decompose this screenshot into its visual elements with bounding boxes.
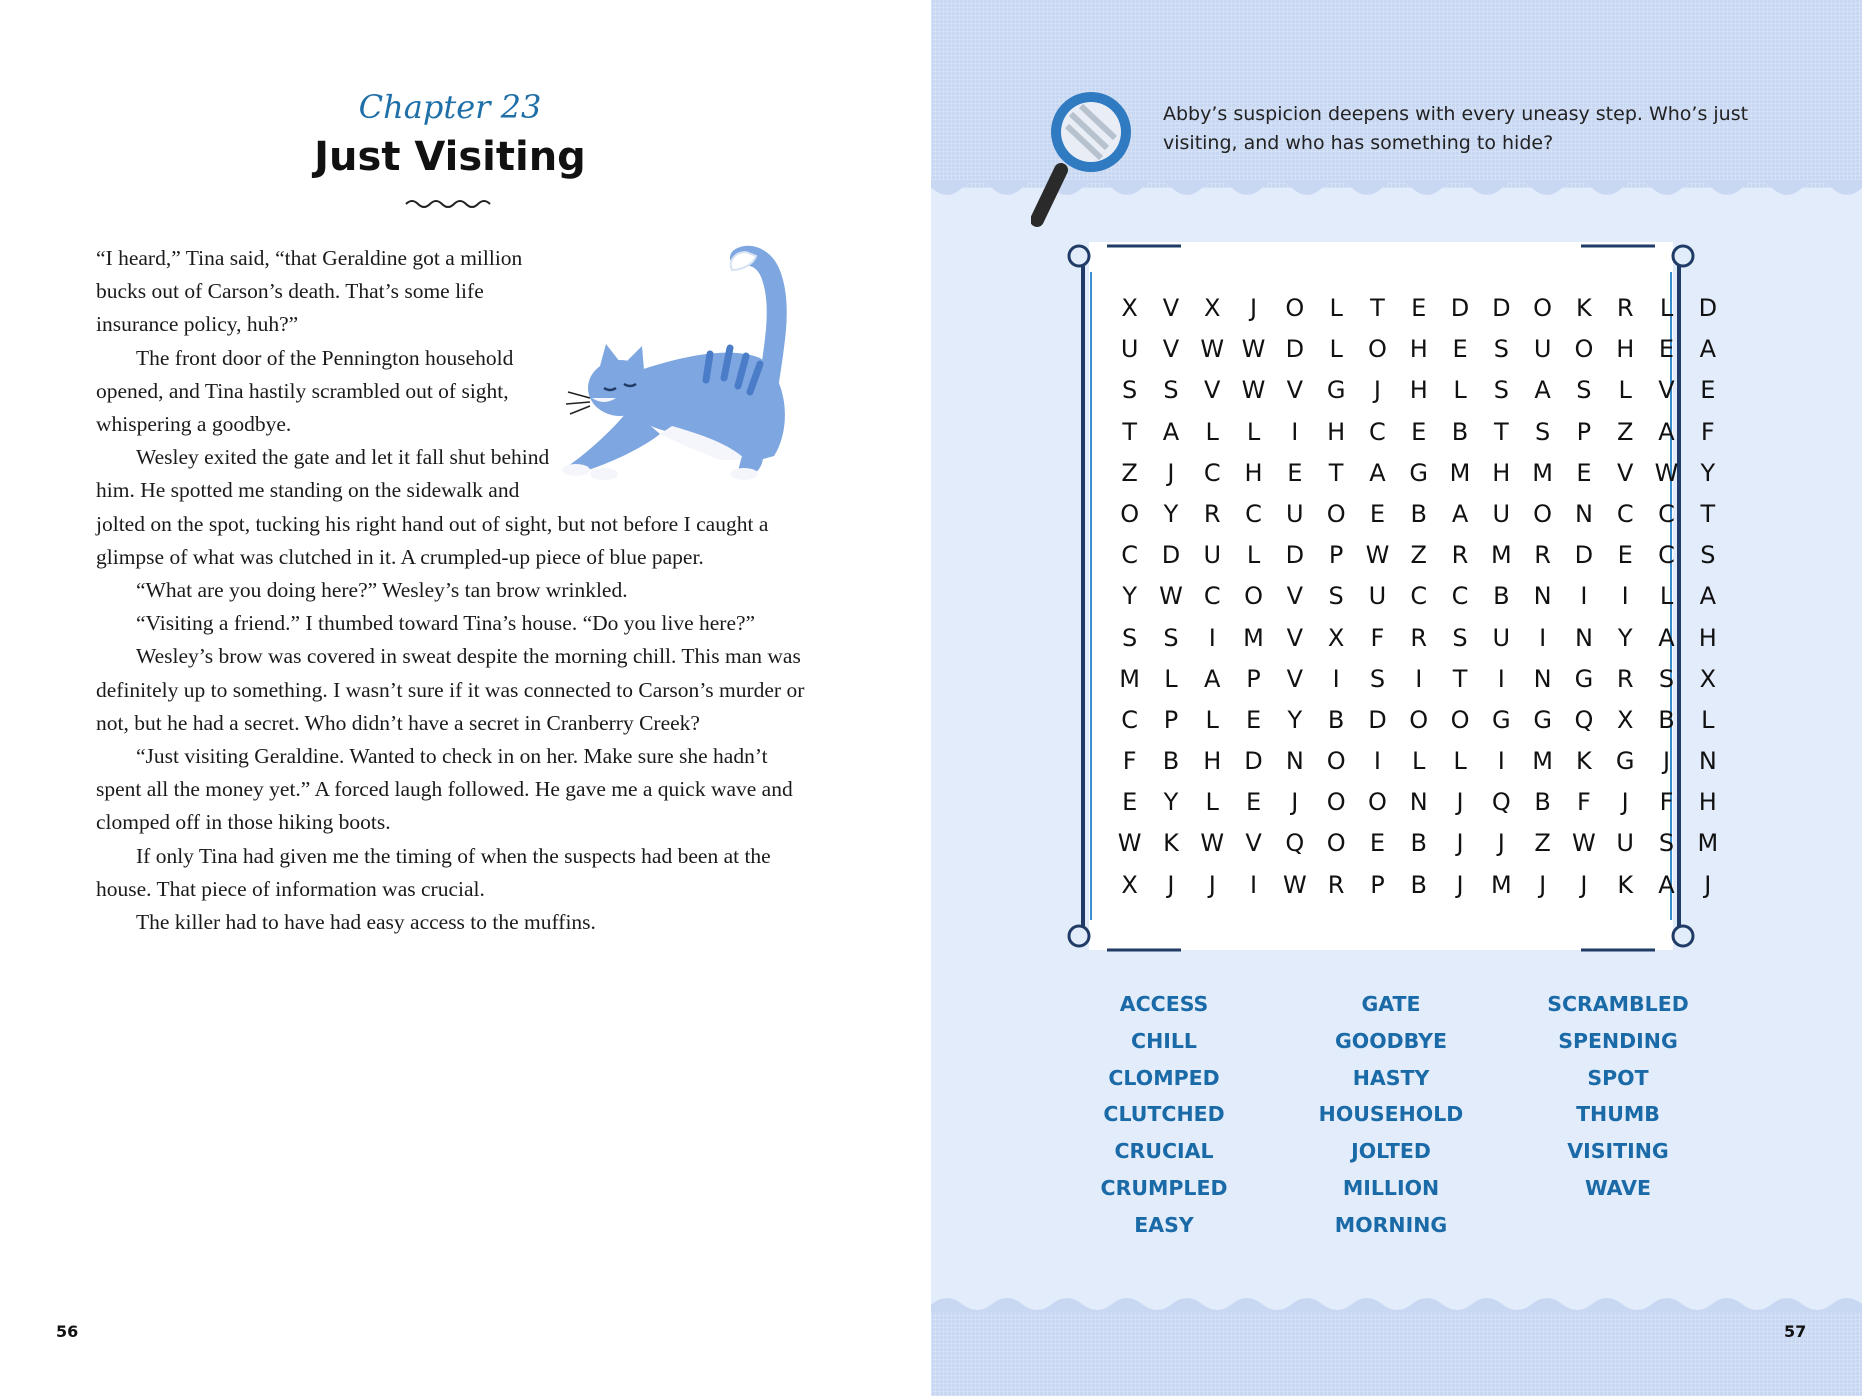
grid-letter: I xyxy=(1415,664,1423,693)
grid-letter: A xyxy=(1204,664,1221,693)
grid-letter: J xyxy=(1704,870,1712,899)
grid-letter: Q xyxy=(1574,705,1594,734)
grid-letter: K xyxy=(1163,829,1179,858)
grid-letter: V xyxy=(1286,623,1304,652)
grid-letter: L xyxy=(1246,417,1261,446)
word-column xyxy=(1051,986,1277,1244)
grid-letter: T xyxy=(1700,499,1716,528)
grid-letter: F xyxy=(1700,417,1715,446)
grid-letter: O xyxy=(1409,705,1429,734)
grid-letter: C xyxy=(1203,458,1221,487)
grid-letter: B xyxy=(1327,705,1345,734)
grid-letter: O xyxy=(1533,294,1553,322)
grid-letter: L xyxy=(1659,294,1674,322)
grid-letter: R xyxy=(1534,541,1551,570)
grid-letter: P xyxy=(1328,541,1344,570)
grid-letter: W xyxy=(1365,541,1390,570)
word-list-item: SPOT xyxy=(1587,1065,1649,1090)
grid-letter: H xyxy=(1203,747,1222,776)
grid-letter: M xyxy=(1490,870,1512,899)
grid-letter: Q xyxy=(1285,829,1305,858)
grid-letter: D xyxy=(1161,541,1181,570)
grid-letter: B xyxy=(1410,870,1427,899)
grid-letter: E xyxy=(1576,458,1592,487)
grid-letter: J xyxy=(1167,870,1175,899)
grid-letter: M xyxy=(1119,664,1140,693)
grid-letter: L xyxy=(1618,376,1632,405)
grid-letter: K xyxy=(1576,294,1592,322)
grid-letter: S xyxy=(1163,623,1179,652)
grid-letter: V xyxy=(1617,458,1634,487)
grid-letter: V xyxy=(1204,376,1221,405)
grid-letter: J xyxy=(1373,376,1381,405)
grid-letter: Y xyxy=(1122,582,1137,611)
grid-letter: S xyxy=(1452,623,1468,652)
grid-letter: E xyxy=(1411,294,1427,322)
page-number-left: 56 xyxy=(56,1322,79,1341)
grid-letter: W xyxy=(1117,829,1142,858)
grid-letter: S xyxy=(1658,664,1675,693)
grid-letter: J xyxy=(1456,788,1464,817)
grid-letter: M xyxy=(1532,458,1553,487)
grid-letter: B xyxy=(1162,747,1180,776)
grid-letter: J xyxy=(1662,747,1671,776)
grid-letter: L xyxy=(1329,294,1343,322)
grid-letter: X xyxy=(1121,294,1138,322)
grid-letter: Z xyxy=(1534,829,1551,858)
grid-letter: N xyxy=(1574,623,1593,652)
grid-letter: S xyxy=(1163,376,1179,405)
grid-letter: C xyxy=(1658,499,1675,528)
grid-letter: V xyxy=(1162,335,1180,364)
grid-letter: X xyxy=(1327,623,1345,652)
page-number-right: 57 xyxy=(1784,1322,1807,1341)
bottom-band xyxy=(931,1310,1862,1396)
grid-letter: L xyxy=(1205,788,1219,817)
grid-letter: Y xyxy=(1700,458,1716,487)
grid-letter: L xyxy=(1164,664,1178,693)
grid-letter: R xyxy=(1203,499,1221,528)
grid-letter: E xyxy=(1122,788,1138,817)
grid-letter: O xyxy=(1244,582,1263,611)
grid-letter: F xyxy=(1370,623,1385,652)
grid-letter: D xyxy=(1285,335,1305,364)
grid-letter: U xyxy=(1203,541,1222,570)
word-list-item: HOUSEHOLD xyxy=(1318,1102,1464,1127)
right-page xyxy=(931,0,1862,1396)
grid-letter: E xyxy=(1617,541,1633,570)
grid-letter: N xyxy=(1409,788,1428,817)
grid-letter: W xyxy=(1572,829,1596,858)
grid-letter: Q xyxy=(1491,788,1511,817)
grid-letter: Y xyxy=(1163,499,1179,528)
grid-letter: S xyxy=(1122,623,1138,652)
grid-letter: E xyxy=(1658,335,1675,364)
grid-letter: M xyxy=(1490,541,1512,570)
grid-letter: C xyxy=(1451,582,1469,611)
grid-letter: I xyxy=(1291,417,1299,446)
grid-letter: H xyxy=(1698,623,1717,652)
grid-letter: O xyxy=(1326,829,1346,858)
grid-letter: A xyxy=(1699,335,1717,364)
story-text xyxy=(96,242,806,939)
grid-letter: S xyxy=(1700,541,1716,570)
grid-letter: P xyxy=(1576,417,1592,446)
grid-letter: E xyxy=(1411,417,1427,446)
grid-letter: T xyxy=(1122,417,1137,446)
grid-letter: V xyxy=(1286,664,1304,693)
magnifying-glass-icon xyxy=(1031,84,1141,234)
grid-letter: H xyxy=(1616,335,1635,364)
grid-letter: W xyxy=(1200,829,1225,858)
word-list-item: CLUTCHED xyxy=(1103,1102,1225,1127)
grid-letter: K xyxy=(1617,870,1634,899)
grid-letter: V xyxy=(1286,582,1304,611)
grid-letter: U xyxy=(1492,623,1511,652)
grid-letter: O xyxy=(1326,499,1346,528)
grid-letter: Z xyxy=(1410,541,1427,570)
grid-letter: R xyxy=(1451,541,1469,570)
grid-letter: Z xyxy=(1616,417,1634,446)
grid-letter: M xyxy=(1532,747,1553,776)
grid-letter: U xyxy=(1533,335,1552,364)
grid-letter: V xyxy=(1658,376,1675,405)
grid-letter: L xyxy=(1246,541,1261,570)
grid-letter: R xyxy=(1410,623,1428,652)
grid-letter: A xyxy=(1451,499,1469,528)
word-column xyxy=(1505,986,1731,1244)
grid-letter: J xyxy=(1167,458,1175,487)
grid-letter: R xyxy=(1616,294,1634,322)
grid-letter: U xyxy=(1286,499,1304,528)
grid-letter: O xyxy=(1285,294,1305,322)
squiggle-divider-icon xyxy=(404,196,496,212)
grid-letter: G xyxy=(1492,705,1511,734)
grid-letter: J xyxy=(1539,870,1547,899)
grid-letter: B xyxy=(1451,417,1469,446)
grid-letter: R xyxy=(1327,870,1345,899)
chapter-title: Just Visiting xyxy=(314,134,586,180)
word-list-item: CRUCIAL xyxy=(1114,1139,1214,1164)
grid-letter: U xyxy=(1616,829,1634,858)
word-list-item: SPENDING xyxy=(1558,1028,1678,1053)
story-paragraph: Wesley exited the gate and let it fall shut behind him. He spotted me standing on the sidewalk and jolted on the spot, tucking his right hand out of sight, but not before I caught a glimpse of what was clutched in it. A crumpled-up piece of blue paper. xyxy=(96,445,769,569)
grid-letter: M xyxy=(1697,829,1719,858)
grid-letter: D xyxy=(1574,541,1594,570)
grid-letter: S xyxy=(1535,417,1551,446)
grid-letter: K xyxy=(1576,747,1592,776)
story-paragraph: The killer had to have had easy access to the muffins. xyxy=(136,910,596,935)
grid-letter: O xyxy=(1533,499,1553,528)
grid-letter: B xyxy=(1534,788,1551,817)
grid-letter: X xyxy=(1616,705,1634,734)
word-list-item: SCRAMBLED xyxy=(1547,992,1689,1016)
grid-letter: W xyxy=(1159,582,1183,611)
grid-letter: O xyxy=(1367,788,1387,817)
grid-letter: E xyxy=(1369,829,1386,858)
grid-letter: N xyxy=(1533,664,1552,693)
grid-letter: I xyxy=(1208,623,1216,652)
grid-letter: W xyxy=(1654,458,1679,487)
word-list-item: GATE xyxy=(1361,992,1421,1016)
grid-letter: L xyxy=(1205,705,1219,734)
grid-letter: H xyxy=(1327,417,1346,446)
grid-letter: D xyxy=(1368,705,1387,734)
grid-letter: V xyxy=(1162,294,1180,322)
grid-letter: J xyxy=(1208,870,1216,899)
grid-letter: A xyxy=(1162,417,1180,446)
grid-letter: L xyxy=(1659,582,1674,611)
word-list-item: WAVE xyxy=(1584,1175,1651,1200)
grid-letter: G xyxy=(1326,376,1346,405)
grid-letter: J xyxy=(1456,829,1464,858)
grid-letter: E xyxy=(1287,458,1303,487)
grid-letter: T xyxy=(1328,458,1344,487)
grid-letter: V xyxy=(1245,829,1262,858)
grid-letter: T xyxy=(1370,294,1385,322)
grid-letter: B xyxy=(1658,705,1675,734)
grid-letter: H xyxy=(1244,458,1263,487)
word-list-item: HASTY xyxy=(1352,1065,1430,1090)
grid-letter: D xyxy=(1492,294,1511,322)
grid-letter: J xyxy=(1580,870,1588,899)
grid-letter: L xyxy=(1205,417,1219,446)
grid-letter: E xyxy=(1245,705,1262,734)
grid-letter: I xyxy=(1580,582,1588,611)
grid-letter: C xyxy=(1121,705,1139,734)
grid-letter: S xyxy=(1369,664,1386,693)
word-list-item: MORNING xyxy=(1334,1212,1448,1237)
grid-letter: S xyxy=(1493,376,1509,405)
grid-letter: C xyxy=(1369,417,1386,446)
word-list-item: JOLTED xyxy=(1351,1139,1431,1164)
grid-letter: P xyxy=(1163,705,1179,734)
grid-letter: I xyxy=(1497,747,1505,776)
grid-letter: C xyxy=(1203,582,1221,611)
grid-letter: S xyxy=(1576,376,1592,405)
grid-letter: I xyxy=(1332,664,1340,693)
bottom-wave-edge xyxy=(931,1292,1862,1312)
grid-letter: I xyxy=(1373,747,1381,776)
grid-letter: A xyxy=(1658,623,1675,652)
grid-letter: J xyxy=(1497,829,1505,858)
grid-letter: L xyxy=(1453,376,1467,405)
word-list-item: CRUMPLED xyxy=(1100,1175,1228,1200)
word-list-item: THUMB xyxy=(1576,1102,1660,1127)
grid-letter: V xyxy=(1286,376,1304,405)
grid-letter: G xyxy=(1409,458,1429,487)
grid-letter: A xyxy=(1699,582,1717,611)
grid-letter: X xyxy=(1121,870,1138,899)
grid-letter: H xyxy=(1409,335,1428,364)
grid-letter: X xyxy=(1204,294,1221,322)
grid-letter: J xyxy=(1456,870,1464,899)
grid-letter: O xyxy=(1450,705,1470,734)
grid-letter: E xyxy=(1245,788,1262,817)
grid-letter: N xyxy=(1574,499,1593,528)
grid-letter: F xyxy=(1659,788,1674,817)
grid-letter: H xyxy=(1492,458,1511,487)
grid-letter: E xyxy=(1369,499,1386,528)
grid-letter: I xyxy=(1621,582,1629,611)
word-list-item: CLOMPED xyxy=(1108,1065,1220,1090)
word-list-item: CHILL xyxy=(1131,1028,1197,1053)
grid-letter: M xyxy=(1243,623,1264,652)
chapter-label: Chapter 23 xyxy=(358,88,542,126)
story-paragraph: Wesley’s brow was covered in sweat despite the morning chill. This man was definitely up to something. I wasn’t sure if it was connected to Carson’s murder or not, but he had a secret. Who didn’t have a secret in Cranberry Creek? xyxy=(96,644,805,735)
grid-letter: O xyxy=(1326,788,1346,817)
grid-letter: A xyxy=(1369,458,1386,487)
grid-letter: D xyxy=(1698,294,1718,322)
grid-letter: S xyxy=(1658,829,1675,858)
grid-letter: G xyxy=(1574,664,1594,693)
grid-letter: B xyxy=(1493,582,1510,611)
grid-letter: D xyxy=(1285,541,1305,570)
grid-letter: I xyxy=(1250,870,1258,899)
grid-letter: U xyxy=(1368,582,1387,611)
grid-letter: C xyxy=(1410,582,1428,611)
word-search-grid xyxy=(1109,292,1719,910)
word-list-item: MILLION xyxy=(1342,1175,1440,1200)
grid-letter: C xyxy=(1121,541,1139,570)
grid-letter: E xyxy=(1700,376,1716,405)
grid-letter: I xyxy=(1539,623,1547,652)
word-list xyxy=(1051,986,1731,1244)
word-list-item: EASY xyxy=(1134,1212,1194,1237)
grid-letter: A xyxy=(1658,417,1675,446)
grid-letter: N xyxy=(1533,582,1552,611)
grid-letter: C xyxy=(1658,541,1675,570)
grid-letter: U xyxy=(1492,499,1511,528)
grid-letter: A xyxy=(1534,376,1551,405)
grid-letter: C xyxy=(1245,499,1262,528)
grid-letter: S xyxy=(1122,376,1138,405)
grid-letter: B xyxy=(1410,499,1427,528)
grid-letter: Y xyxy=(1617,623,1633,652)
word-column xyxy=(1277,986,1505,1244)
grid-letter: H xyxy=(1409,376,1428,405)
grid-letter: J xyxy=(1291,788,1299,817)
grid-letter: D xyxy=(1450,294,1470,322)
grid-letter: W xyxy=(1241,335,1266,364)
grid-letter: R xyxy=(1616,664,1634,693)
grid-letter: Y xyxy=(1287,705,1303,734)
grid-letter: Y xyxy=(1163,788,1179,817)
grid-letter: J xyxy=(1621,788,1629,817)
grid-letter: L xyxy=(1453,747,1467,776)
grid-letter: A xyxy=(1658,870,1675,899)
grid-letter: P xyxy=(1246,664,1261,693)
grid-letter: F xyxy=(1122,747,1137,776)
grid-letter: U xyxy=(1120,335,1139,364)
puzzle-intro: Abby’s suspicion deepens with every uneasy step. Who’s just visiting, and who has something to hide? xyxy=(1163,103,1749,154)
grid-letter: N xyxy=(1698,747,1717,776)
grid-letter: B xyxy=(1410,829,1427,858)
story-paragraph: If only Tina had given me the timing of when the suspects had been at the house. That piece of information was crucial. xyxy=(96,843,771,901)
grid-letter: F xyxy=(1577,788,1591,817)
grid-letter: O xyxy=(1326,747,1346,776)
grid-letter: X xyxy=(1699,664,1717,693)
word-list-item: GOODBYE xyxy=(1334,1028,1448,1053)
grid-letter: Z xyxy=(1121,458,1138,487)
grid-letter: M xyxy=(1449,458,1471,487)
grid-letter: L xyxy=(1329,335,1343,364)
grid-letter: L xyxy=(1412,747,1426,776)
grid-letter: N xyxy=(1285,747,1304,776)
grid-letter: T xyxy=(1452,664,1468,693)
grid-letter: C xyxy=(1616,499,1634,528)
grid-letter: G xyxy=(1615,747,1635,776)
grid-letter: W xyxy=(1282,870,1307,899)
grid-letter: O xyxy=(1120,499,1140,528)
grid-letter: O xyxy=(1574,335,1594,364)
story-paragraph: “I heard,” Tina said, “that Geraldine got a million bucks out of Carson’s death. That’s some life insurance policy, huh?” xyxy=(96,246,523,337)
grid-letter: E xyxy=(1452,335,1468,364)
grid-letter: S xyxy=(1493,335,1509,364)
grid-letter: T xyxy=(1493,417,1509,446)
grid-letter: P xyxy=(1370,870,1385,899)
story-paragraph: “What are you doing here?” Wesley’s tan brow wrinkled. xyxy=(136,578,628,603)
grid-letter: J xyxy=(1250,294,1258,322)
grid-letter: G xyxy=(1533,705,1552,734)
story-paragraph: The front door of the Pennington household opened, and Tina hastily scrambled out of sight, whispering a goodbye. xyxy=(96,345,514,437)
story-paragraph: “Visiting a friend.” I thumbed toward Tina’s house. “Do you live here?” xyxy=(136,611,756,636)
grid-letter: H xyxy=(1698,788,1717,817)
word-list-item: ACCESS xyxy=(1119,992,1209,1016)
grid-letter: L xyxy=(1701,705,1715,734)
word-list-item: VISITING xyxy=(1567,1139,1669,1164)
grid-letter: D xyxy=(1244,747,1263,776)
grid-letter: W xyxy=(1200,335,1225,364)
grid-letter: W xyxy=(1241,376,1266,405)
grid-letter: O xyxy=(1367,335,1387,364)
story-paragraph: “Just visiting Geraldine. Wanted to check in on her. Make sure she hadn’t spent all the money yet.” A forced laugh followed. He gave me a quick wave and clomped off in those hiking boots. xyxy=(96,744,793,835)
grid-letter: I xyxy=(1497,664,1505,693)
grid-letter: S xyxy=(1328,582,1344,611)
